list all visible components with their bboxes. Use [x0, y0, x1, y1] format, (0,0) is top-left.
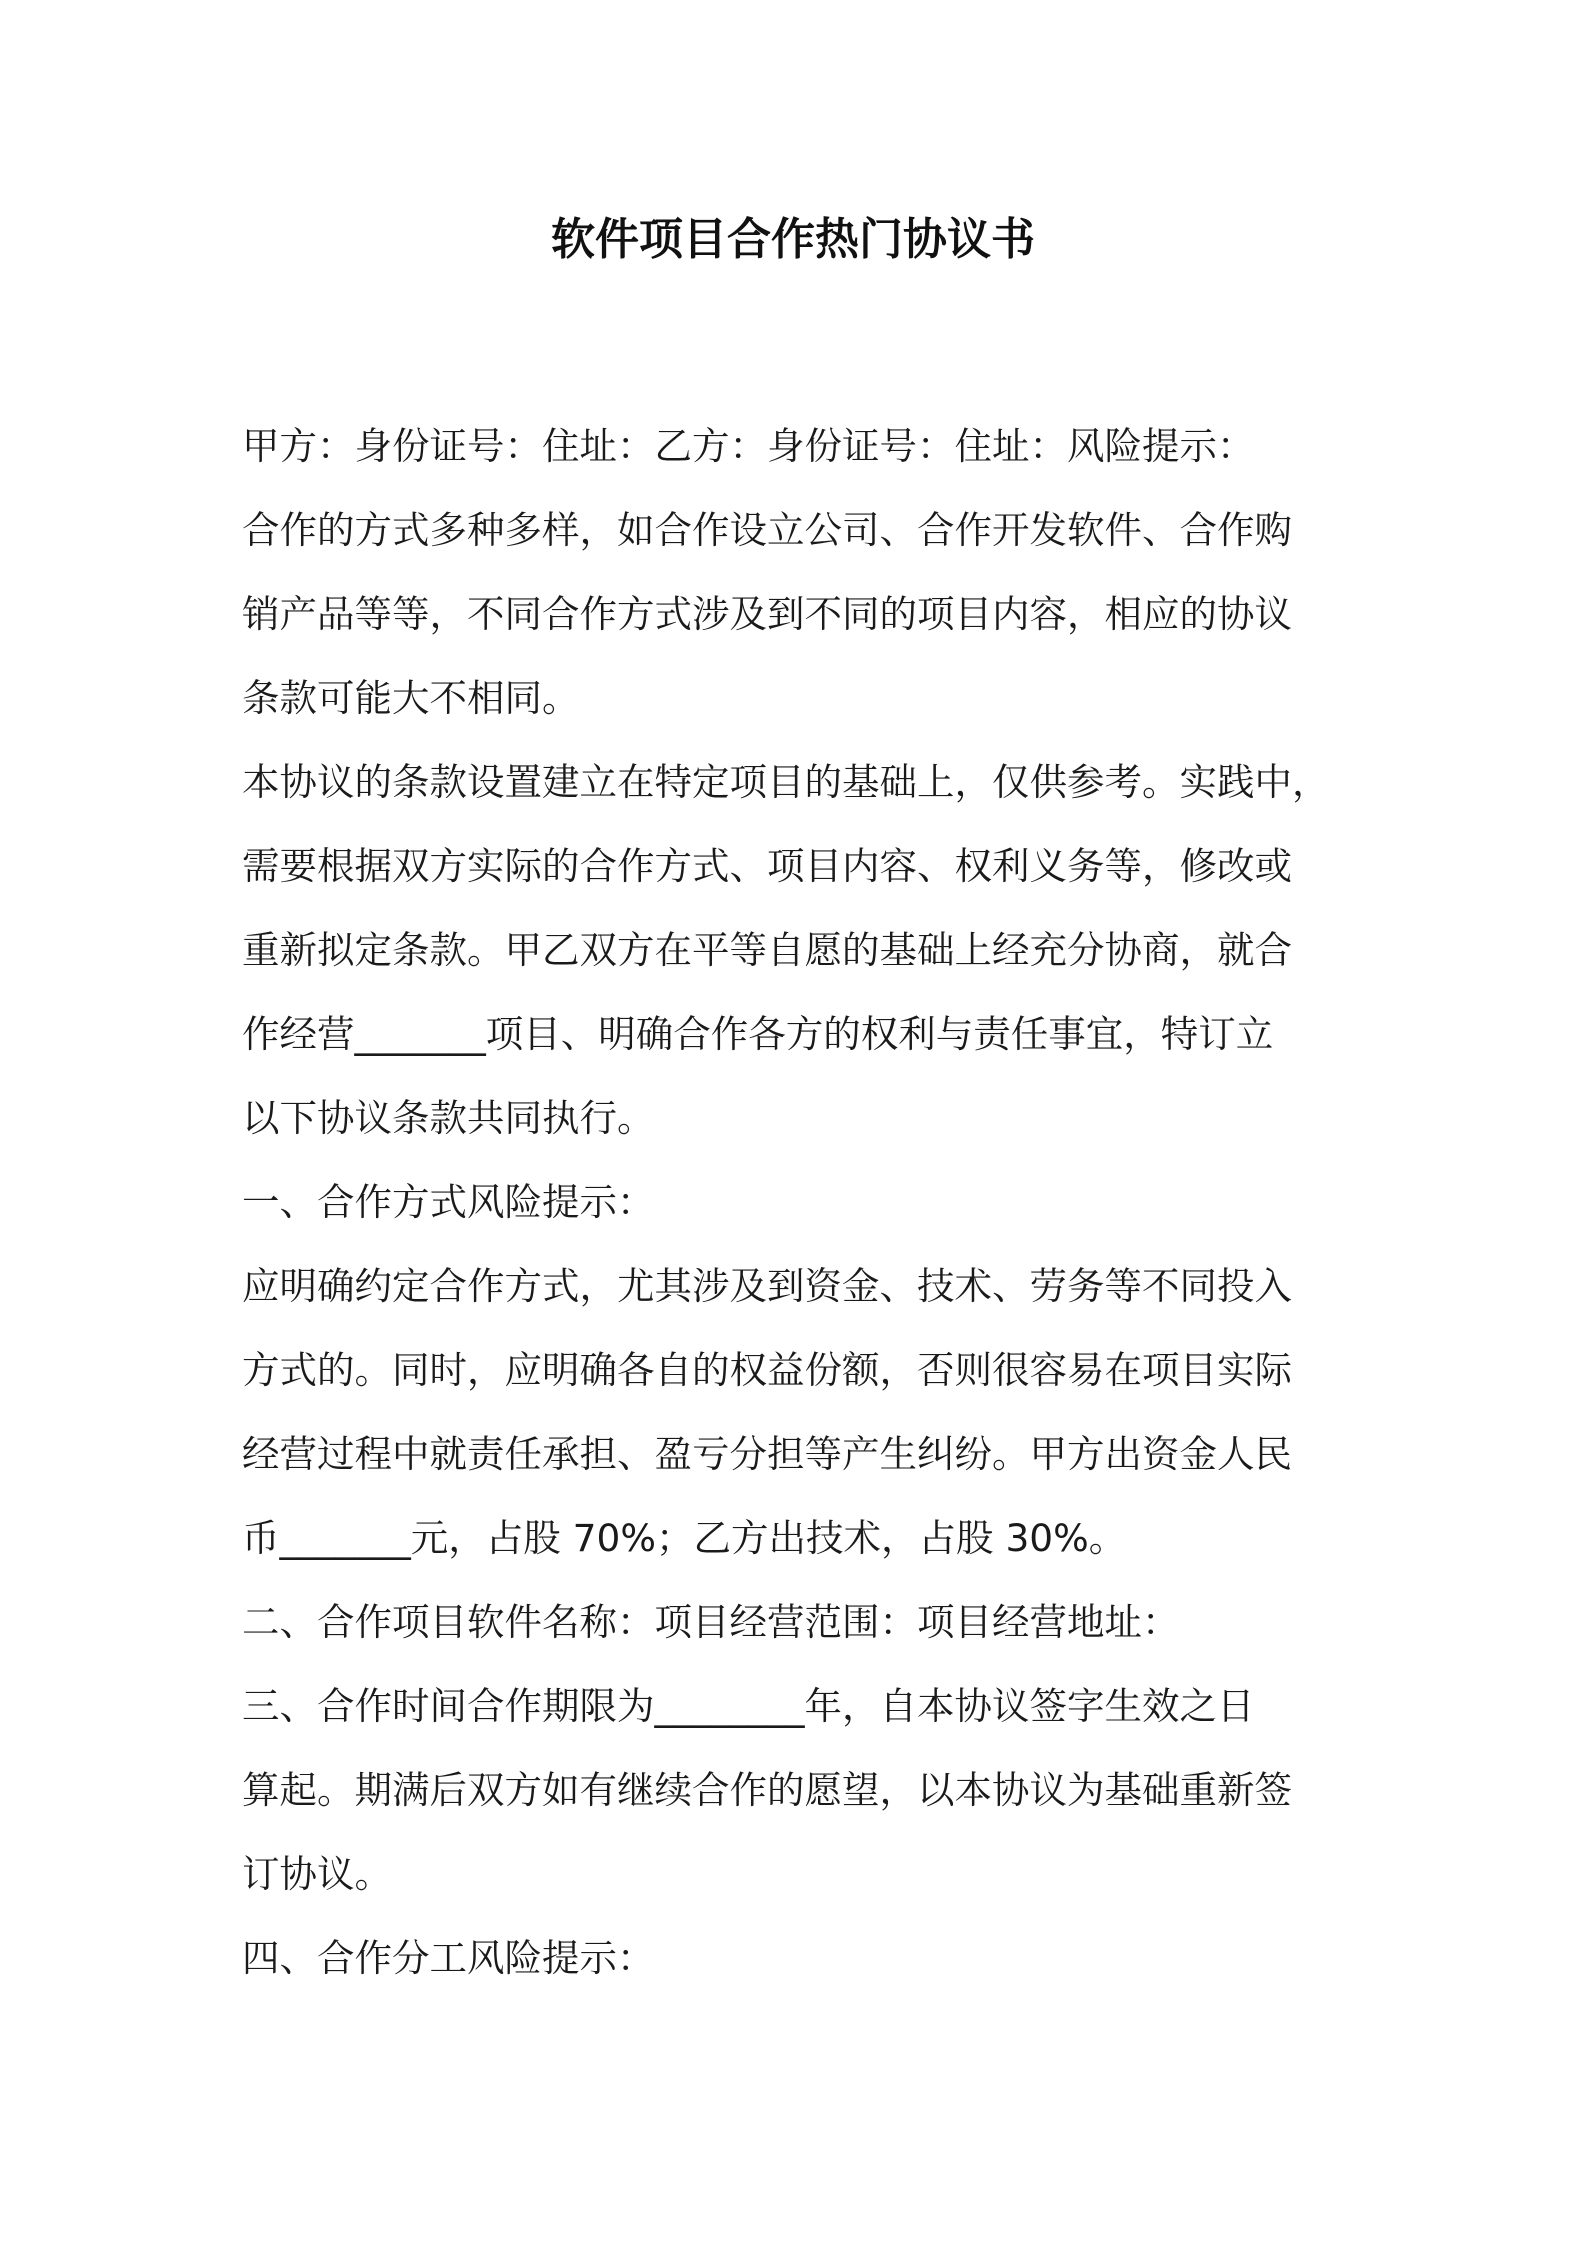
body-line: 条款可能大不相同。: [242, 676, 580, 720]
body-line: 本协议的条款设置建立在特定项目的基础上，仅供参考。实践中，: [242, 760, 1330, 804]
body-line: 作经营_______项目、明确合作各方的权利与责任事宜，特订立: [242, 1012, 1274, 1056]
body-line: 方式的。同时，应明确各自的权益份额，否则很容易在项目实际: [242, 1348, 1292, 1392]
body-line: 算起。期满后双方如有继续合作的愿望，以本协议为基础重新签: [242, 1768, 1292, 1812]
section-heading-4: 四、合作分工风险提示：: [242, 1936, 655, 1980]
document-title: 软件项目合作热门协议书: [551, 214, 1035, 265]
body-line: 以下协议条款共同执行。: [242, 1096, 655, 1140]
body-line: 合作的方式多种多样，如合作设立公司、合作开发软件、合作购: [242, 508, 1292, 552]
body-line: 甲方：身份证号：住址：乙方：身份证号：住址：风险提示：: [242, 424, 1255, 468]
body-line: 重新拟定条款。甲乙双方在平等自愿的基础上经充分协商，就合: [242, 928, 1292, 972]
body-line: 应明确约定合作方式，尤其涉及到资金、技术、劳务等不同投入: [242, 1264, 1292, 1308]
section-heading-3: 三、合作时间合作期限为________年，自本协议签字生效之日: [242, 1684, 1255, 1728]
body-line: 需要根据双方实际的合作方式、项目内容、权利义务等，修改或: [242, 844, 1292, 888]
body-line: 订协议。: [242, 1852, 392, 1896]
document-body: [242, 404, 1362, 2000]
section-heading-2: 二、合作项目软件名称：项目经营范围：项目经营地址：: [242, 1600, 1180, 1644]
body-line: 币_______元，占股 70%；乙方出技术，占股 30%。: [242, 1516, 1127, 1560]
body-line: 销产品等等，不同合作方式涉及到不同的项目内容，相应的协议: [242, 592, 1292, 636]
body-line: 经营过程中就责任承担、盈亏分担等产生纠纷。甲方出资金人民: [242, 1432, 1292, 1476]
section-heading-1: 一、合作方式风险提示：: [242, 1180, 655, 1224]
